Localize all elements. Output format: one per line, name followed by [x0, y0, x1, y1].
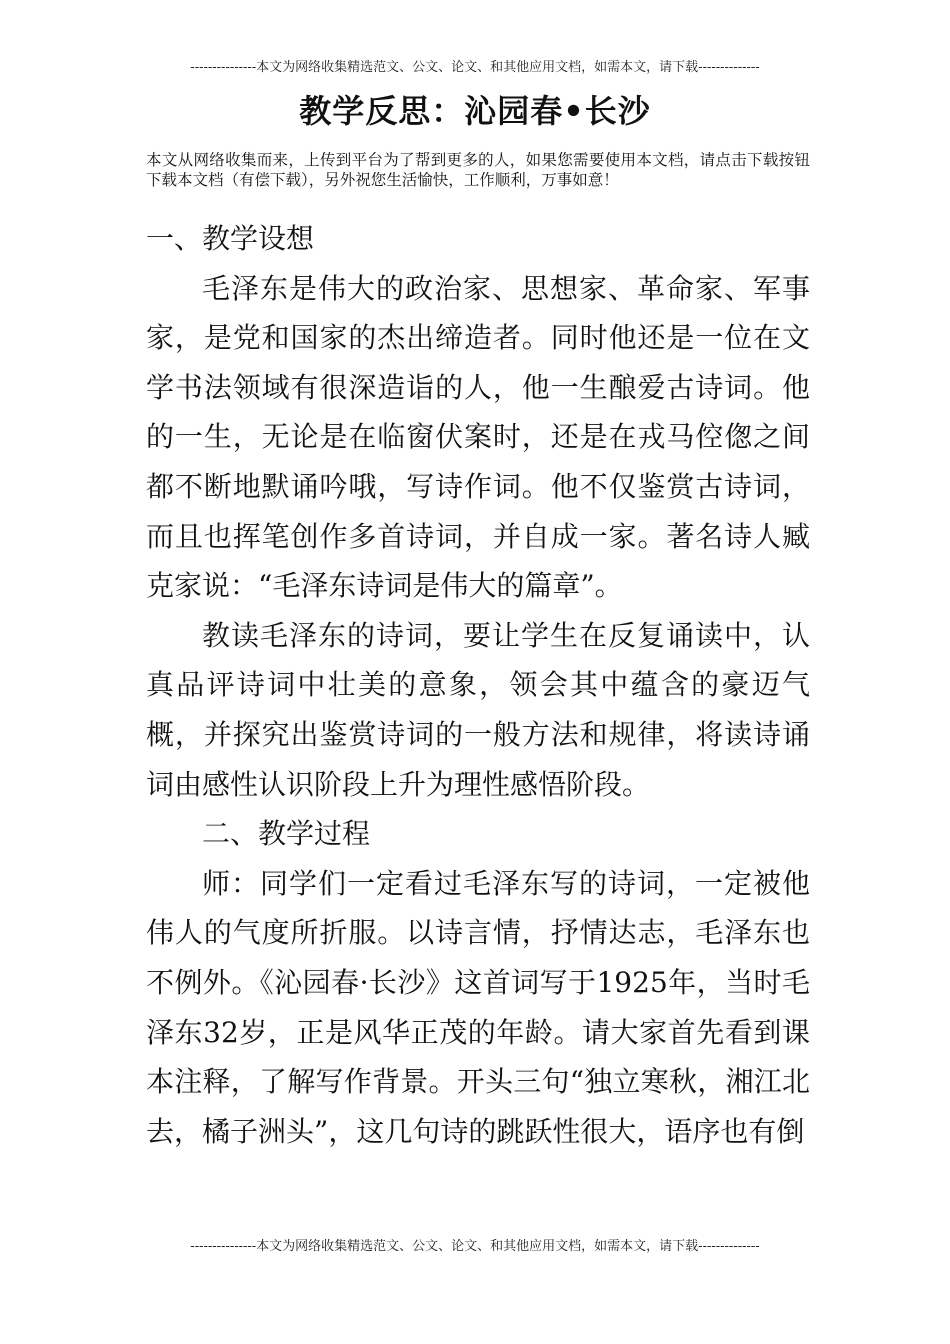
paragraph-teacher-intro: 师：同学们一定看过毛泽东写的诗词，一定被他伟人的气度所折服。以诗言情，抒情达志，毛泽东也不例外。《沁园春·长沙》这首词写于1925年，当时毛泽东32岁，正是风华正茂的年龄。请大家首先看到课本注释，了解写作背景。开头三句“独立寒秋，湘江北去，橘子洲头”，这几句诗的跳跃性很大，语序也有倒	[146, 866, 810, 1148]
paragraph-teaching-goals: 教读毛泽东的诗词，要让学生在反复诵读中，认真品评诗词中壮美的意象，领会其中蕴含的豪迈气概，并探究出鉴赏诗词的一般方法和规律，将读诗诵词由感性认识阶段上升为理性感悟阶段。	[146, 618, 810, 801]
document-title: 教学反思：沁园春•长沙	[299, 92, 651, 130]
running-footer: ---------------本文为网络收集精选范文、公文、论文、和其他应用文档，如需本文，请下载--------------	[190, 1239, 760, 1254]
download-notice: 本文从网络收集而来，上传到平台为了帮到更多的人，如果您需要使用本文档，请点击下载按钮下载本文档（有偿下载），另外祝您生活愉快，工作顺利，万事如意！	[146, 151, 810, 189]
document-body	[146, 214, 810, 1156]
section-heading-teaching-process: 二、教学过程	[202, 817, 371, 851]
running-header: ---------------本文为网络收集精选范文、公文、论文、和其他应用文档，如需本文，请下载--------------	[190, 60, 760, 75]
section-heading-teaching-concept: 一、教学设想	[146, 222, 315, 255]
paragraph-mao-introduction: 毛泽东是伟大的政治家、思想家、革命家、军事家，是党和国家的杰出缔造者。同时他还是一位在文学书法领域有很深造诣的人，他一生酿爱古诗词。他的一生，无论是在临窗伏案时，还是在戎马倥偬之间都不断地默诵吟哦，写诗作词。他不仅鉴赏古诗词，而且也挥笔创作多首诗词，并自成一家。著名诗人臧克家说：“毛泽东诗词是伟大的篇章”。	[146, 271, 810, 603]
